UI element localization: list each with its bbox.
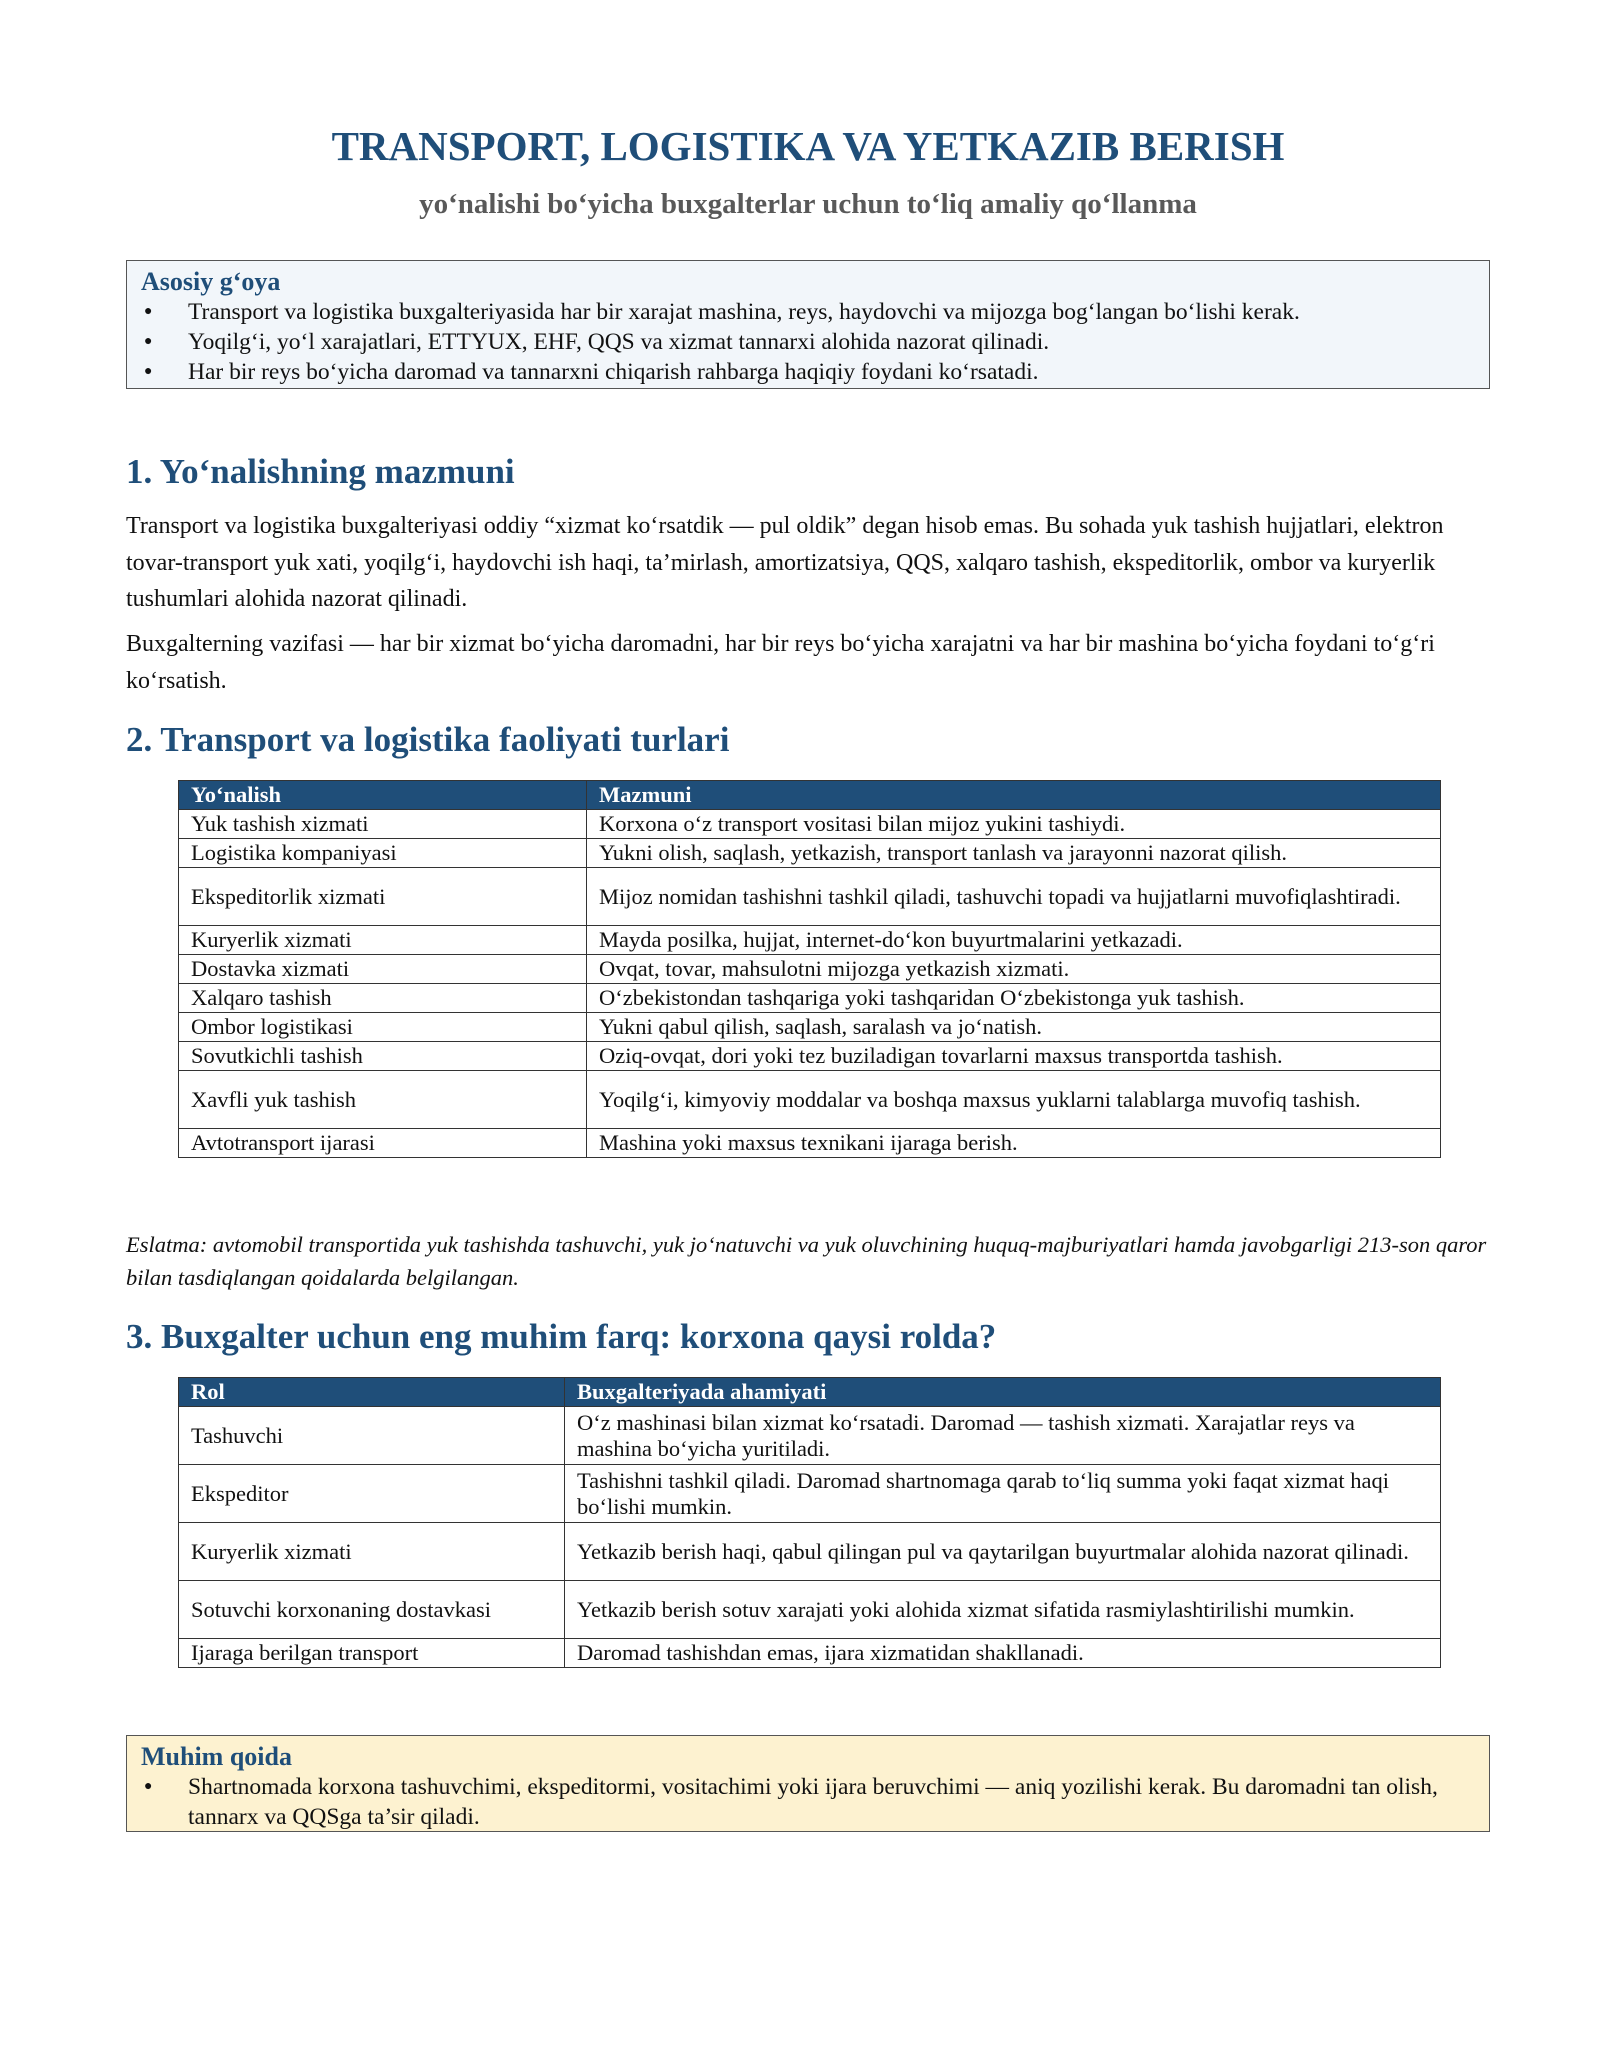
table-cell: Yukni qabul qilish, saqlash, saralash va jo‘natish. <box>587 1013 1441 1042</box>
table-row <box>179 810 1441 839</box>
table-cell: Yoqilg‘i, kimyoviy moddalar va boshqa maxsus yuklarni talablarga muvofiq tashish. <box>587 1071 1441 1129</box>
table-cell: Ekspeditor <box>179 1465 565 1523</box>
document-subtitle: yo‘nalishi bo‘yicha buxgalterlar uchun to‘liq amaliy qo‘llanma <box>419 188 1197 220</box>
main-idea-box <box>126 260 1490 389</box>
document-title: TRANSPORT, LOGISTIKA VA YETKAZIB BERISH <box>331 123 1285 169</box>
table-cell: Kuryerlik xizmati <box>179 926 587 955</box>
table-row <box>179 1042 1441 1071</box>
table-cell: Mijoz nomidan tashishni tashkil qiladi, tashuvchi topadi va hujjatlarni muvofiqlashtiradi. <box>587 868 1441 926</box>
column-header: Buxgalteriyada ahamiyati <box>565 1378 1441 1407</box>
table-cell: Daromad tashishdan emas, ijara xizmatidan shakllanadi. <box>565 1639 1441 1668</box>
table-row <box>179 1581 1441 1639</box>
important-rule-list <box>141 1772 1475 1832</box>
table-cell: Ombor logistikasi <box>179 1013 587 1042</box>
table-cell: O‘zbekistondan tashqariga yoki tashqaridan O‘zbekistonga yuk tashish. <box>587 984 1441 1013</box>
table-cell: Logistika kompaniyasi <box>179 839 587 868</box>
table-row <box>179 984 1441 1013</box>
section-3-heading: 3. Buxgalter uchun eng muhim farq: korxona qaysi rolda? <box>126 1317 997 1356</box>
section-1-paragraph: Transport va logistika buxgalteriyasi oddiy “xizmat ko‘rsatdik — pul oldik” degan hisob emas. Bu sohada yuk tashish hujjatlari, elektron tovar-transport yuk xati, yoqilg‘i, haydovchi ish haqi, ta’mirlash, amortizatsiya, QQS, xalqaro tashish, ekspeditorlik, ombor va kuryerlik tushumlari alohida nazorat qilinadi. <box>126 513 1444 612</box>
important-rule-title: Muhim qoida <box>141 1742 292 1771</box>
table-row <box>179 868 1441 926</box>
table-cell: Tashishni tashkil qiladi. Daromad shartnomaga qarab to‘liq summa yoki faqat xizmat haqi bo‘lishi mumkin. <box>565 1465 1441 1523</box>
table-row <box>179 926 1441 955</box>
table-row <box>179 1013 1441 1042</box>
table-cell: Mayda posilka, hujjat, internet-do‘kon buyurtmalarini yetkazadi. <box>587 926 1441 955</box>
column-header: Rol <box>179 1378 565 1407</box>
table-row <box>179 1071 1441 1129</box>
table-row <box>179 1407 1441 1465</box>
table-header-row <box>179 781 1441 810</box>
table-row <box>179 955 1441 984</box>
company-role-table <box>178 1377 1441 1668</box>
table-row <box>179 1523 1441 1581</box>
table-cell: Ekspeditorlik xizmati <box>179 868 587 926</box>
table-cell: Sovutkichli tashish <box>179 1042 587 1071</box>
section-1-paragraph: Buxgalterning vazifasi — har bir xizmat bo‘yicha daromadni, har bir reys bo‘yicha xarajatni va har bir mashina bo‘yicha foydani to‘g‘ri ko‘rsatish. <box>126 631 1435 694</box>
important-rule-item: ● Shartnomada korxona tashuvchimi, ekspeditormi, vositachimi yoki ijara beruvchimi — aniq yozilishi kerak. Bu daromadni tan olish, tannarx va QQSga ta’sir qiladi. <box>141 1772 1475 1832</box>
main-idea-item: ● Har bir reys bo‘yicha daromad va tannarxni chiqarish rahbarga haqiqiy foydani ko‘rsatadi. <box>141 357 1475 387</box>
important-rule-box <box>126 1735 1490 1832</box>
table-cell: Dostavka xizmati <box>179 955 587 984</box>
table-cell: Xavfli yuk tashish <box>179 1071 587 1129</box>
table-cell: Ovqat, tovar, mahsulotni mijozga yetkazish xizmati. <box>587 955 1441 984</box>
table-header-row <box>179 1378 1441 1407</box>
table-cell: Tashuvchi <box>179 1407 565 1465</box>
table-cell: Mashina yoki maxsus texnikani ijaraga berish. <box>587 1129 1441 1158</box>
activity-types-table <box>178 780 1441 1158</box>
table-cell: Sotuvchi korxonaning dostavkasi <box>179 1581 565 1639</box>
table-cell: Yukni olish, saqlash, yetkazish, transport tanlash va jarayonni nazorat qilish. <box>587 839 1441 868</box>
table-cell: Xalqaro tashish <box>179 984 587 1013</box>
table-row <box>179 1465 1441 1523</box>
table-cell: Kuryerlik xizmati <box>179 1523 565 1581</box>
main-idea-list <box>141 297 1475 387</box>
table-row <box>179 1129 1441 1158</box>
table-cell: Yetkazib berish haqi, qabul qilingan pul va qaytarilgan buyurtmalar alohida nazorat qilinadi. <box>565 1523 1441 1581</box>
table-cell: Yetkazib berish sotuv xarajati yoki alohida xizmat sifatida rasmiylashtirilishi mumkin. <box>565 1581 1441 1639</box>
table-cell: Oziq-ovqat, dori yoki tez buziladigan tovarlarni maxsus transportda tashish. <box>587 1042 1441 1071</box>
column-header: Yo‘nalish <box>179 781 587 810</box>
column-header: Mazmuni <box>587 781 1441 810</box>
table-cell: Korxona o‘z transport vositasi bilan mijoz yukini tashiydi. <box>587 810 1441 839</box>
section-2-heading: 2. Transport va logistika faoliyati turlari <box>126 720 730 759</box>
main-idea-item: ● Transport va logistika buxgalteriyasida har bir xarajat mashina, reys, haydovchi va mijozga bog‘langan bo‘lishi kerak. <box>141 297 1475 327</box>
table-row <box>179 1639 1441 1668</box>
table-cell: Avtotransport ijarasi <box>179 1129 587 1158</box>
table-cell: O‘z mashinasi bilan xizmat ko‘rsatadi. Daromad — tashish xizmati. Xarajatlar reys va mashina bo‘yicha yuritiladi. <box>565 1407 1441 1465</box>
main-idea-title: Asosiy g‘oya <box>141 267 281 296</box>
legal-note: Eslatma: avtomobil transportida yuk tashishda tashuvchi, yuk jo‘natuvchi va yuk oluvchining huquq-majburiyatlari hamda javobgarligi 213-son qaror bilan tasdiqlangan qoidalarda belgilangan. <box>126 1232 1487 1290</box>
main-idea-item: ● Yoqilg‘i, yo‘l xarajatlari, ETTYUX, EHF, QQS va xizmat tannarxi alohida nazorat qilinadi. <box>141 327 1475 357</box>
table-row <box>179 839 1441 868</box>
section-1-heading: 1. Yo‘nalishning mazmuni <box>126 452 515 491</box>
table-cell: Ijaraga berilgan transport <box>179 1639 565 1668</box>
table-cell: Yuk tashish xizmati <box>179 810 587 839</box>
